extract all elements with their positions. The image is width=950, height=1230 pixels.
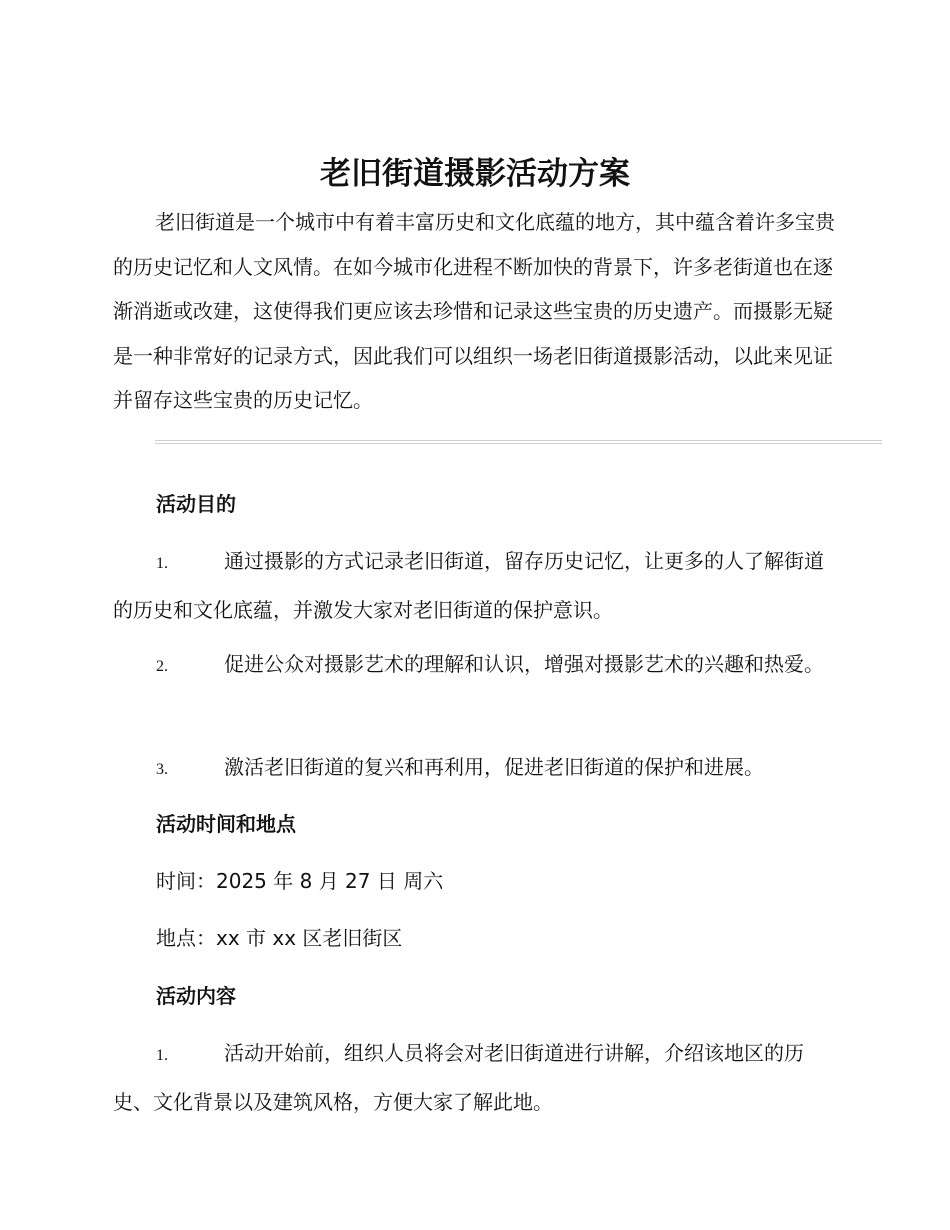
list-text: 活动开始前，组织人员将会对老旧街道进行讲解，介绍该地区的历史、文化背景以及建筑风格，方便大家了解此地。	[113, 1041, 804, 1114]
list-text: 通过摄影的方式记录老旧街道，留存历史记忆，让更多的人了解街道的历史和文化底蕴，并激发大家对老旧街道的保护意识。	[113, 549, 824, 622]
list-item	[113, 641, 835, 690]
heading-purpose: 活动目的	[156, 492, 236, 516]
list-number: 2.	[156, 658, 168, 675]
event-time: 时间：2025 年 8 月 27 日 周六	[156, 869, 444, 893]
heading-content: 活动内容	[156, 984, 236, 1008]
list-number: 1.	[156, 555, 168, 572]
list-number: 3.	[156, 761, 168, 778]
list-text: 激活老旧街道的复兴和再利用，促进老旧街道的保护和进展。	[224, 755, 764, 779]
intro-paragraph: 老旧街道是一个城市中有着丰富历史和文化底蕴的地方，其中蕴含着许多宝贵的历史记忆和人文风情。在如今城市化进程不断加快的背景下，许多老街道也在逐渐消逝或改建，这使得我们更应该去珍惜和记录这些宝贵的历史遗产。而摄影无疑是一种非常好的记录方式，因此我们可以组织一场老旧街道摄影活动，以此来见证并留存这些宝贵的历史记忆。	[113, 210, 835, 412]
section-divider	[155, 440, 882, 444]
heading-time-place: 活动时间和地点	[156, 812, 296, 836]
list-number: 1.	[156, 1047, 168, 1064]
list-item	[113, 538, 835, 633]
list-text: 促进公众对摄影艺术的理解和认识，增强对摄影艺术的兴趣和热爱。	[224, 652, 824, 676]
list-item	[113, 1030, 835, 1125]
page-title: 老旧街道摄影活动方案	[320, 156, 630, 192]
event-place: 地点：xx 市 xx 区老旧街区	[156, 926, 403, 950]
list-item	[113, 744, 835, 793]
